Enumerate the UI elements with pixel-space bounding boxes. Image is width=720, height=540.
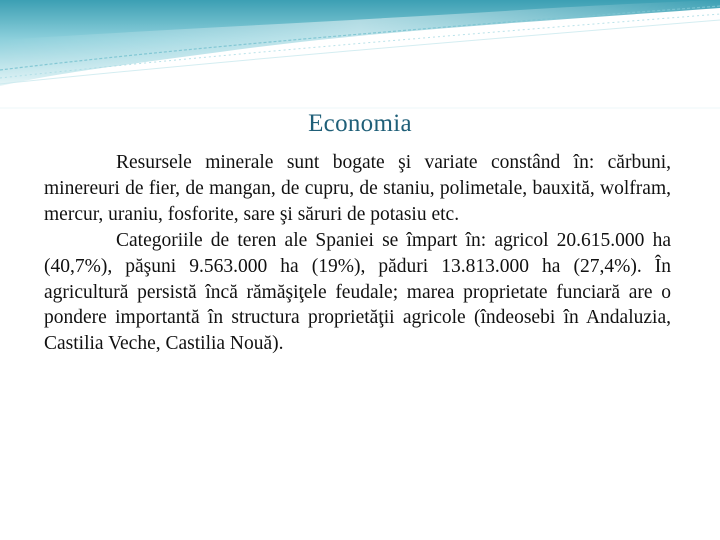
header-wave-decoration xyxy=(0,0,720,110)
paragraph-land-categories: Categoriile de teren ale Spaniei se împart în: agricol 20.615.000 ha (40,7%), păşuni 9.563.000 ha (19%), păduri 13.813.000 ha (27,4%). În agricultură persistă încă rămăşiţele feudale; marea proprietate funciară are o pondere importantă în structura proprietăţii agricole (îndeosebi în Andaluzia, Castilia Veche, Castilia Nouă). xyxy=(44,229,671,355)
paragraph-mineral-resources: Resursele minerale sunt bogate şi variate constând în: cărbuni, minereuri de fier, de mangan, de cupru, de staniu, polimetale, bauxită, wolfram, mercur, uraniu, fosforite, sare şi săruri de potasiu etc. xyxy=(44,152,671,225)
slide-title-text: Economia xyxy=(308,110,412,137)
slide-title xyxy=(0,110,720,138)
slide-body xyxy=(44,150,671,357)
